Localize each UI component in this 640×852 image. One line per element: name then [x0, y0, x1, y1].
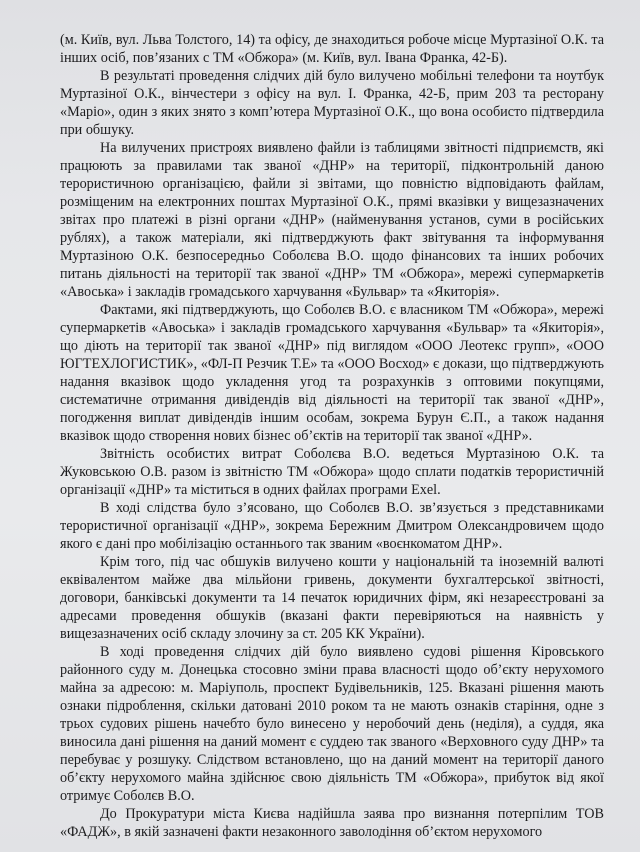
- paragraph-6: В ході слідства було з’ясовано, що Соболєв В.О. зв’язується з представниками терористичної організації «ДНР», зокрема Бережним Дмитром Олександровичем щодо якого є дані про мобілізацію останнього так званим «воєнкоматом ДНР».: [60, 500, 604, 552]
- paragraph-1: (м. Київ, вул. Льва Толстого, 14) та офісу, де знаходиться робоче місце Муртазіної О.К. та інших осіб, пов’язаних с ТМ «Обжора» (м. Київ, вул. Івана Франка, 42-Б).: [60, 32, 604, 66]
- paragraph-5: Звітність особистих витрат Соболєва В.О. ведеться Муртазіною О.К. та Жуковською О.В. разом із звітністю ТМ «Обжора» щодо сплати податків терористичній організації «ДНР» та міститься в одних файлах програми Exel.: [60, 446, 604, 498]
- paragraph-3: На вилучених пристроях виявлено файли із таблицями звітності підприємств, які працюють за правилами так званої «ДНР» на території, підконтрольній даною терористичною організацією, файли зі звітами, що повністю відповідають файлам, розміщеним на електронних поштах Муртазіної О.К., прямі вказівки у вищезазначених звітах про платежі в різні органи «ДНР» (найменування установ, суми в російських рублях), а також матеріали, які підтверджують факт звітування та інформування Муртазіною О.К. безпосередньо Соболєва В.О. щодо фінансових та інших робочих питань діяльності на території так званої «ДНР» ТМ «Обжора», мережі супермаркетів «Авоська» і закладів громадського харчування «Бульвар» та «Якиторія».: [60, 140, 604, 300]
- paragraph-7: Крім того, під час обшуків вилучено кошти у національній та іноземній валюті еквівалентом майже два мільйони гривень, документи бухгалтерської звітності, договори, банківські документи та 14 печаток юридичних фірм, які незареєстровані за адресами проведення обшуків (вказані факти перевіряються на наявність у вищезазначених осіб складу злочину за ст. 205 КК України).: [60, 554, 604, 642]
- paragraph-8: В ході проведення слідчих дій було виявлено судові рішення Кіровського районного суду м. Донецька стосовно зміни права власності щодо об’єкту нерухомого майна за адресою: м. Маріуполь, проспект Будівельників, 125. Вказані рішення мають ознаки підроблення, скільки датовані 2010 роком та не мають ознаків старіння, одне з трьох судових рішень начебто було винесено у неробочий день (неділя), а суддя, яка виносила дані рішення на даний момент є суддею так званого «Верховного суду ДНР» та перебуває у розшуку. Слідством встановлено, що на даний момент на території даного об’єкту нерухомого майна здійснює свою діяльність ТМ «Обжора», прибуток від якої отримує Соболєв В.О.: [60, 644, 604, 804]
- paragraph-4: Фактами, які підтверджують, що Соболєв В.О. є власником ТМ «Обжора», мережі супермаркетів «Авоська» і закладів громадського харчування «Бульвар» та «Якиторія», що діють на території так званої «ДНР» під виглядом «ООО Леотекс групп», «ООО ЮГТЕХЛОГИСТИК», «ФЛ-П Резчик Т.Е» та «ООО Восход» є докази, що підтверджують надання вказівок щодо укладення угод та розрахунків з оптовими покупцями, систематичне отримання дивідендів від діяльності на території так званої «ДНР», погодження виплат дивідендів іншим особам, зокрема Бурун Є.П., а також надання вказівок щодо створення нових бізнес об’єктів на території так званої «ДНР».: [60, 302, 604, 444]
- paragraph-9: До Прокуратури міста Києва надійшла заява про визнання потерпілим ТОВ «ФАДЖ», в якій зазначені факти незаконного заволодіння об’єктом нерухомого: [60, 806, 604, 840]
- paragraph-2: В результаті проведення слідчих дій було вилучено мобільні телефони та ноутбук Муртазіної О.К., вінчестери з офісу на вул. І. Франка, 42-Б, прим 203 та ресторану «Маріо», один з яких знято з комп’ютера Муртазіної О.К., що вона особисто підтвердила при обшуку.: [60, 68, 604, 138]
